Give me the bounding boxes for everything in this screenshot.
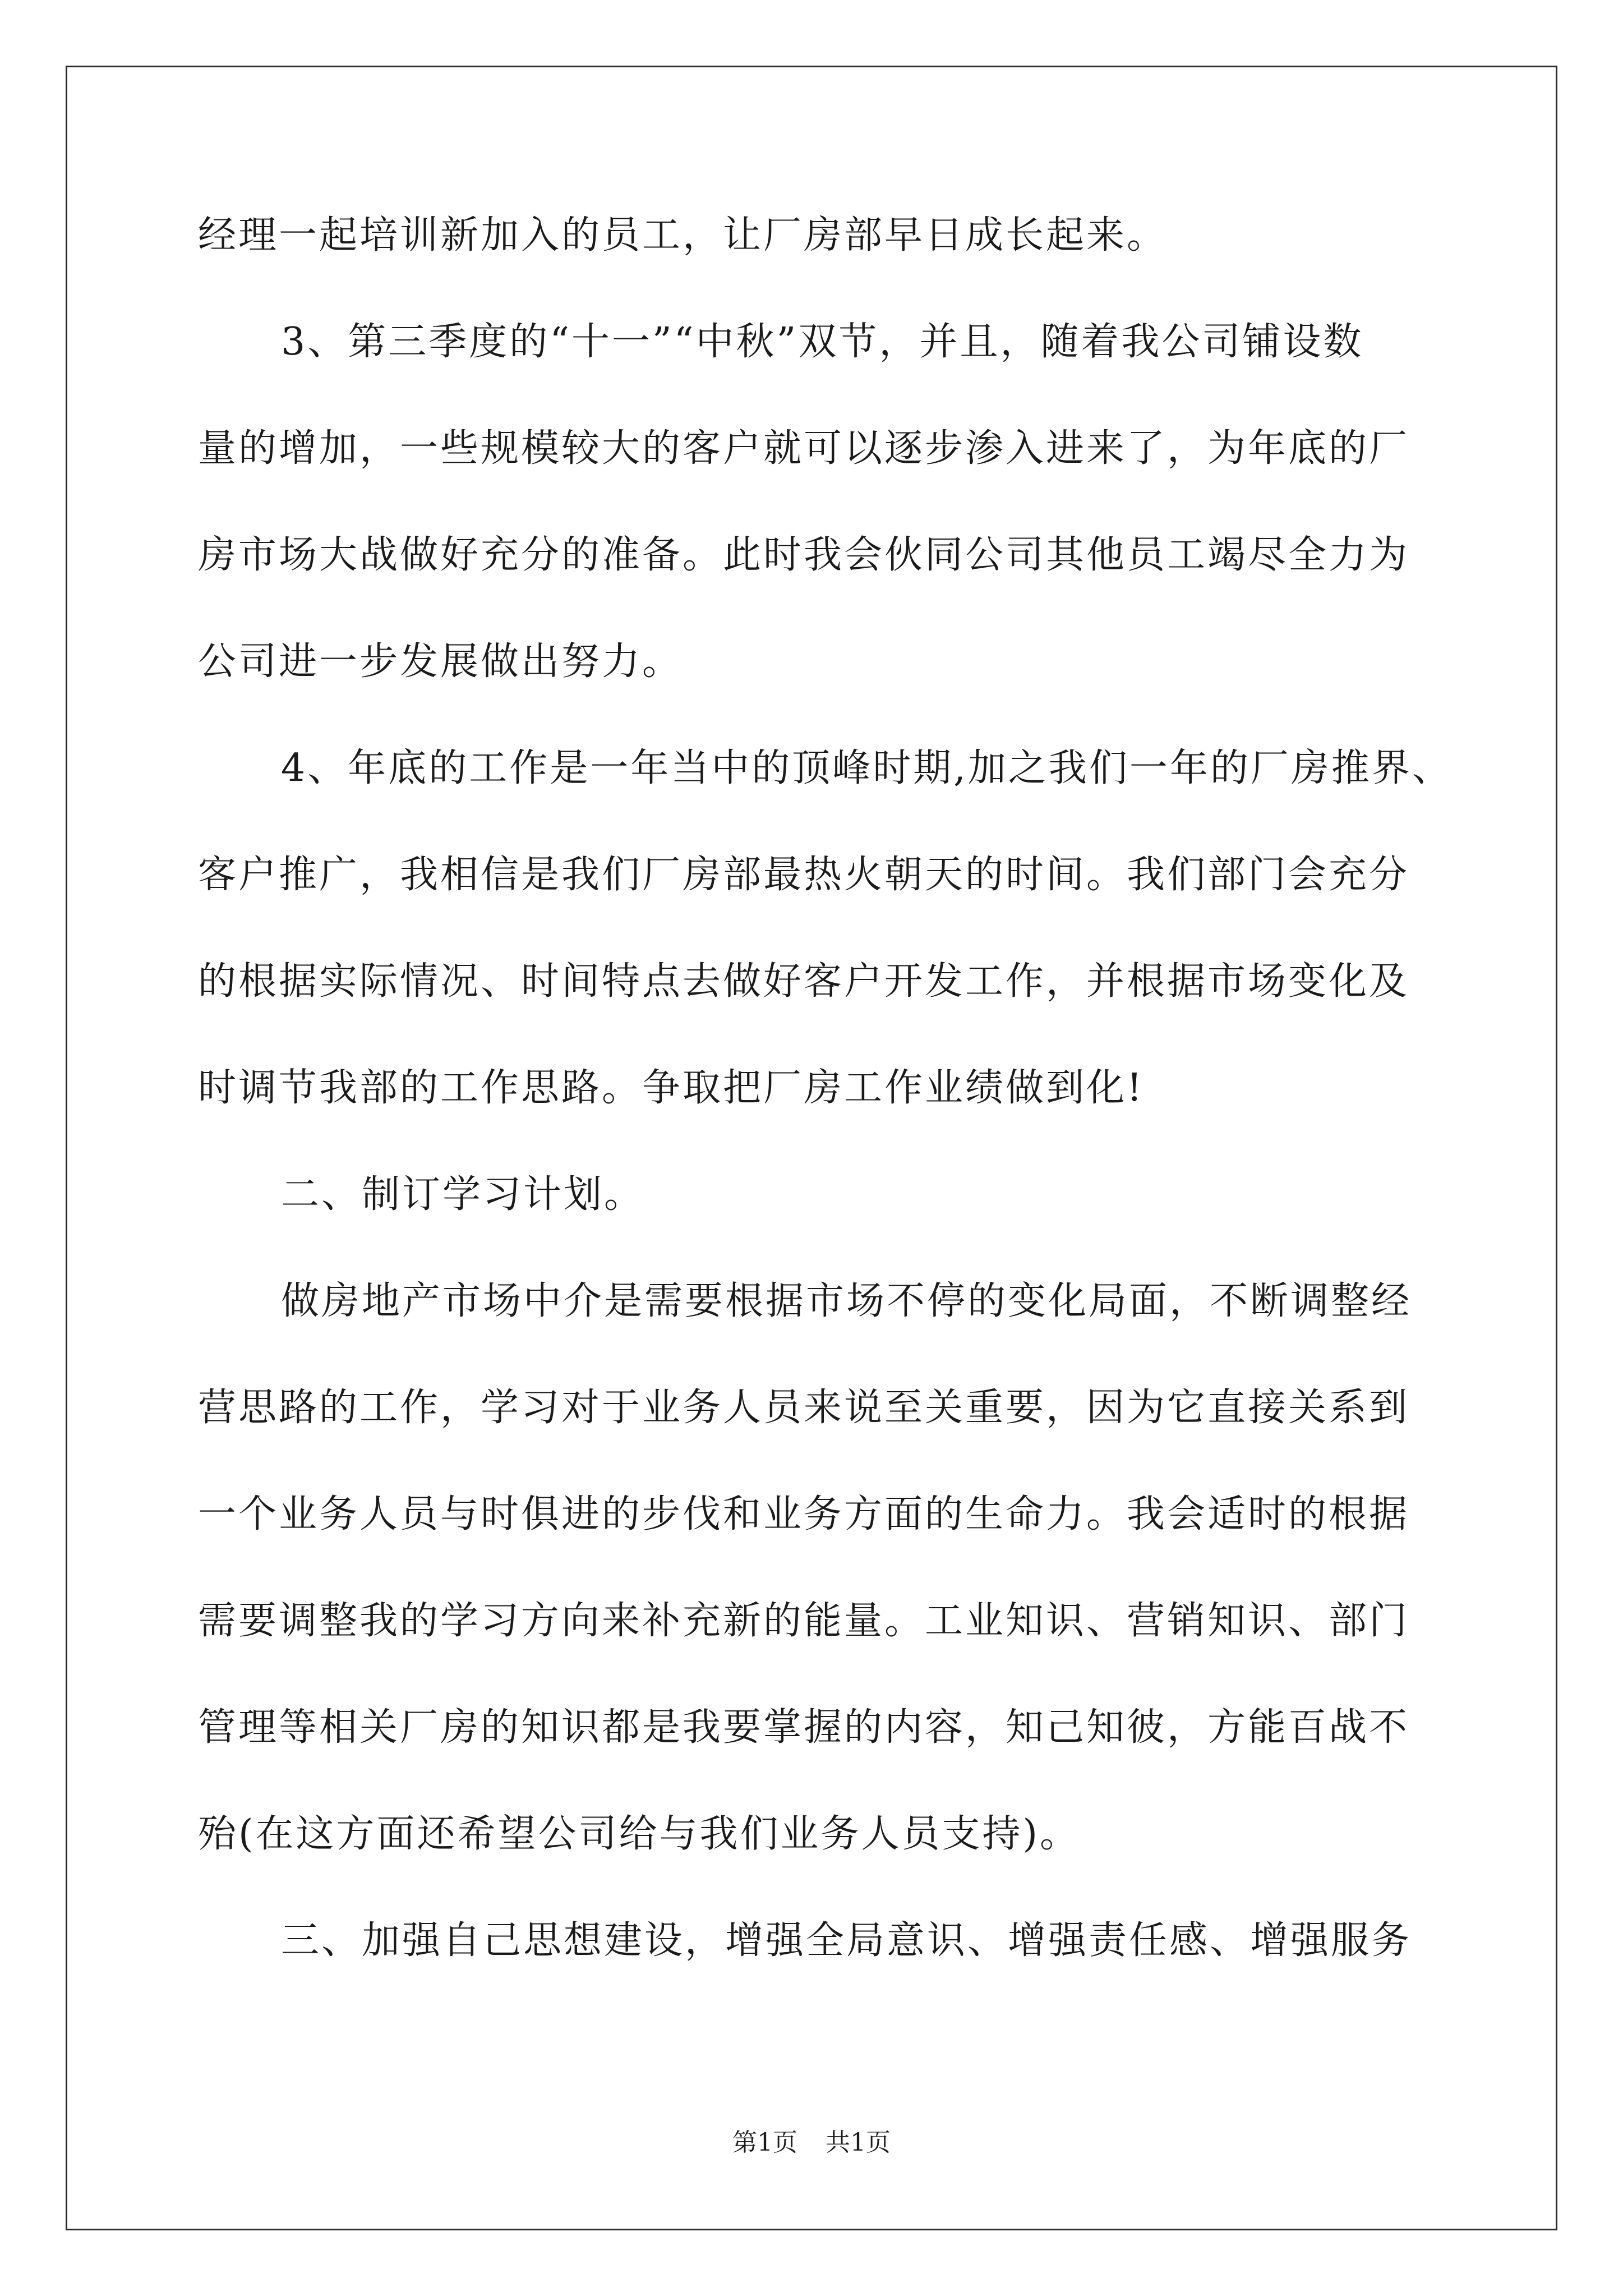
paragraph-line: 3、第三季度的“十一”“中秋”双节，并且，随着我公司铺设数 — [281, 320, 1364, 364]
page-footer — [0, 2126, 1623, 2160]
paragraph-line: 4、年底的工作是一年当中的顶峰时期,加之我们一年的厂房推界、 — [281, 746, 1453, 790]
paragraph-line: 需要调整我的学习方向来补充新的能量。工业知识、营销知识、部门 — [198, 1599, 1410, 1643]
page-number: 第1页 — [732, 2128, 797, 2157]
paragraph-line: 房市场大战做好充分的准备。此时我会伙同公司其他员工竭尽全力为 — [198, 533, 1410, 577]
document-body — [198, 205, 1453, 2017]
paragraph-line: 一个业务人员与时俱进的步伐和业务方面的生命力。我会适时的根据 — [198, 1492, 1410, 1536]
section-heading: 二、制订学习计划。 — [281, 1172, 645, 1217]
section-heading: 三、加强自己思想建设，增强全局意识、增强责任感、增强服务 — [281, 1918, 1412, 1963]
paragraph-line: 的根据实际情况、时间特点去做好客户开发工作，并根据市场变化及 — [198, 959, 1410, 1004]
page-total: 共1页 — [826, 2128, 891, 2157]
paragraph-line: 公司进一步发展做出努力。 — [198, 639, 683, 684]
paragraph-line: 管理等相关厂房的知识都是我要掌握的内容，知己知彼，方能百战不 — [198, 1705, 1410, 1750]
paragraph-line: 量的增加，一些规模较大的客户就可以逐步渗入进来了，为年底的厂 — [198, 426, 1410, 471]
paragraph-line: 时调节我部的工作思路。争取把厂房工作业绩做到化! — [198, 1066, 1145, 1110]
paragraph-line: 做房地产市场中介是需要根据市场不停的变化局面，不断调整经 — [281, 1279, 1412, 1323]
paragraph-line: 殆(在这方面还希望公司给与我们业务人员支持)。 — [198, 1812, 1081, 1856]
paragraph-line: 经理一起培训新加入的员工，让厂房部早日成长起来。 — [198, 213, 1168, 257]
paragraph-line: 营思路的工作，学习对于业务人员来说至关重要，因为它直接关系到 — [198, 1386, 1410, 1430]
paragraph-line: 客户推广，我相信是我们厂房部最热火朝天的时间。我们部门会充分 — [198, 853, 1410, 897]
